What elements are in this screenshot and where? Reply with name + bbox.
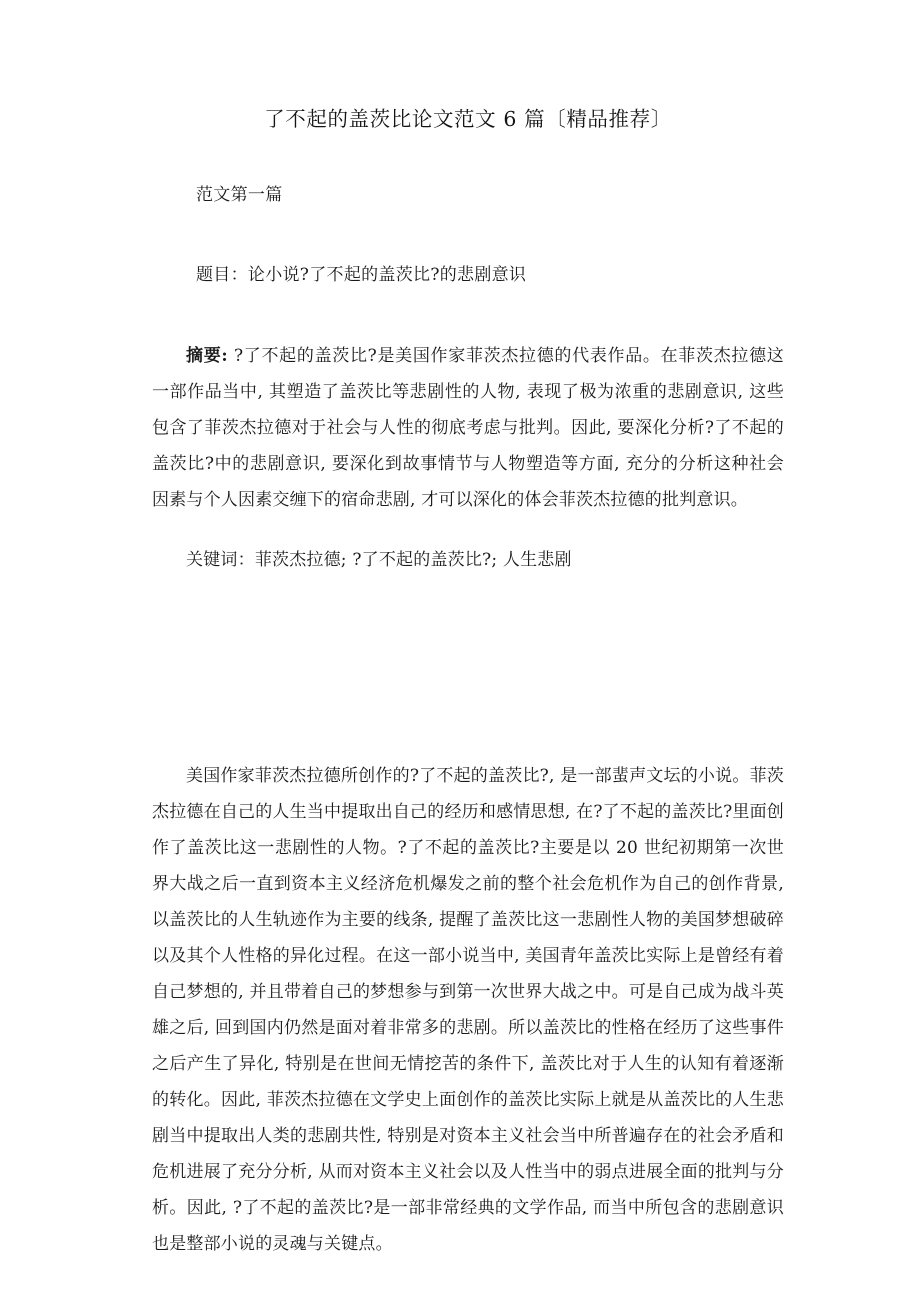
keywords-paragraph [152, 542, 784, 578]
abstract-label: 摘要: [186, 346, 228, 366]
abstract-paragraph [152, 338, 784, 518]
abstract-text: ?了不起的盖茨比?是美国作家菲茨杰拉德的代表作品。在菲茨杰拉德这一部作品当中, 其塑造了盖茨比等悲剧性的人物, 表现了极为浓重的悲剧意识, 这些包含了菲茨杰拉德对于社会与人性的彻底考虑与批判。因此, 要深化分析?了不起的盖茨比?中的悲剧意识, 要深化到故事情节与人物塑造等方面, 充分的分析这种社会因素与个人因素交缠下的宿命悲剧, 才可以深化的体会菲茨杰拉德的批判意识。 [152, 346, 784, 510]
keywords-text: 菲茨杰拉德; ?了不起的盖茨比?; 人生悲剧 [254, 550, 572, 570]
body-paragraph: 美国作家菲茨杰拉德所创作的?了不起的盖茨比?, 是一部蜚声文坛的小说。菲茨杰拉德在自己的人生当中提取出自己的经历和感情思想, 在?了不起的盖茨比?里面创作了盖茨比这一悲剧性的人物。?了不起的盖茨比?主要是以 20 世纪初期第一次世界大战之后一直到资本主义经济危机爆发之前的整个社会危机作为自己的创作背景, 以盖茨比的人生轨迹作为主要的线条, 提醒了盖茨比这一悲剧性人物的美国梦想破碎以及其个人性格的异化过程。在这一部小说当中, 美国青年盖茨比实际上是曾经有着自己梦想的, 并且带着自己的梦想参与到第一次世界大战之中。可是自己成为战斗英雄之后, 回到国内仍然是面对着非常多的悲剧。所以盖茨比的性格在经历了这些事件之后产生了异化, 特别是在世间无情挖苦的条件下, 盖茨比对于人生的认知有着逐渐的转化。因此, 菲茨杰拉德在文学史上面创作的盖茨比实际上就是从盖茨比的人生悲剧当中提取出人类的悲剧共性, 特别是对资本主义社会当中所普遍存在的社会矛盾和危机进展了充分分析, 从而对资本主义社会以及人性当中的弱点进展全面的批判与分析。因此, ?了不起的盖茨比?是一部非常经典的文学作品, 而当中所包含的悲剧意识也是整部小说的灵魂与关键点。 [152, 766, 784, 1254]
sample-number-heading: 范文第一篇 [196, 185, 283, 205]
keywords-label: 关键词： [186, 550, 255, 570]
subject-heading: 题目：论小说?了不起的盖茨比?的悲剧意识 [196, 265, 527, 285]
page-title: 了不起的盖茨比论文范文 6 篇〔精品推荐〕 [264, 107, 672, 131]
